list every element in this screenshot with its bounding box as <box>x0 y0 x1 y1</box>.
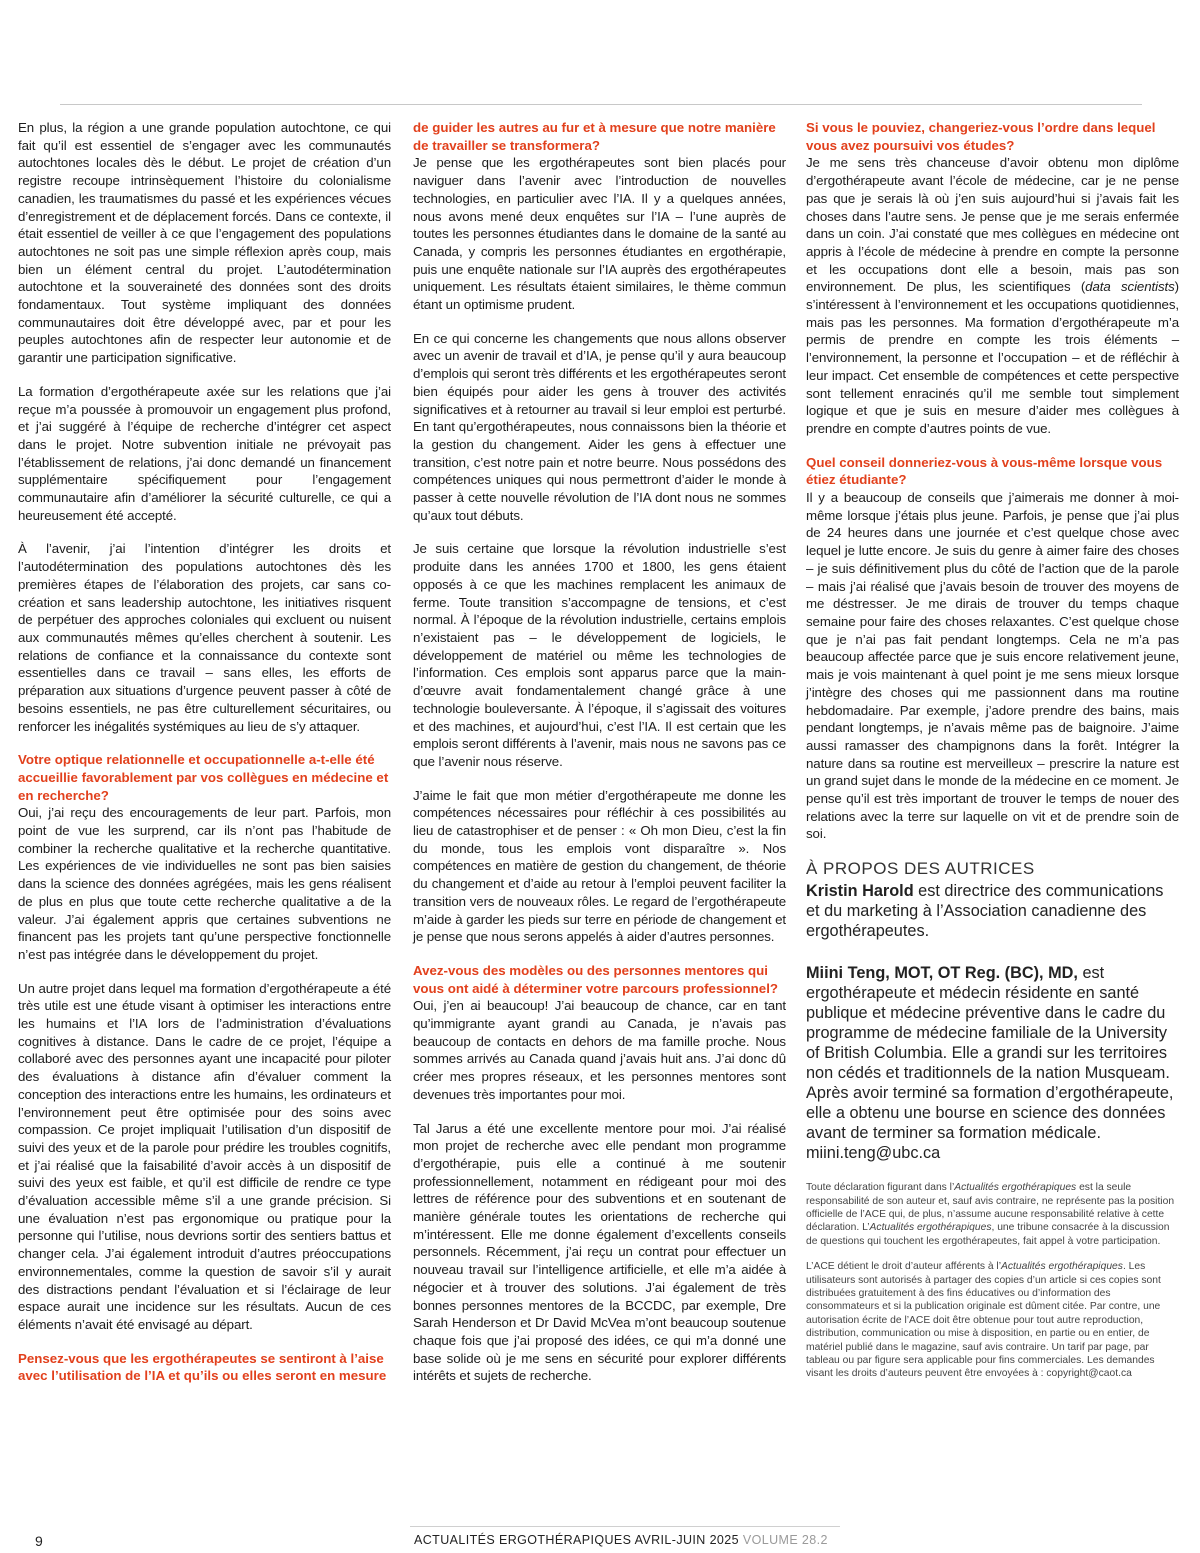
author-bio <box>806 963 1179 1163</box>
magazine-title: ACTUALITÉS ERGOTHÉRAPIQUES <box>414 1533 632 1547</box>
author-bio-text: est directrice des communications et du marketing à l’Association canadienne des ergothérapeutes. <box>806 882 1164 941</box>
paragraph: La formation d’ergothérapeute axée sur les relations que j’ai reçue m’a poussée à promouvoir un engagement plus profond, et j’ai suggéré à l’équipe de recherche d’intégrer cet aspect dans le projet. Notre subvention initiale ne prévoyait pas l’établissement de relations, j’ai donc demandé un financement supplémentaire spécifiquement pour l’engagement communautaire afin d’améliorer la sécurité culturelle, ce qui a heureusement été accepté. <box>18 383 391 523</box>
paragraph: Tal Jarus a été une excellente mentore pour moi. J’ai réalisé mon projet de recherche avec elle pendant mon programme d’ergothérapie, puis elle a continué à me soutenir professionnellement, notamment en rédigeant pour moi des lettres de référence pour des subventions et en soutenant de manière générale toutes les orientations de recherche qui m’intéressent. Elle me donne également d’excellents conseils personnels. Récemment, j’ai reçu un contrat pour effectuer un nouveau travail sur l’intelligence artificielle, et elle m’a aidée à négocier et à trouver des solutions. J’ai également de très bonnes personnes mentores de la BCCDC, par exemple, Dre Sarah Henderson et Dr David McVea m’ont beaucoup soutenue chaque fois que j’ai proposé des idées, ce qui m’a donné une base solide où je me sens en sécurité pour explorer différents intérêts et sujets de recherche. <box>413 1120 786 1384</box>
question-heading: Si vous le pouviez, changeriez-vous l’ordre dans lequel vous avez poursuivi vos études? <box>806 120 1156 153</box>
disclaimer-emphasis: Actualités ergothérapiques <box>869 1222 992 1234</box>
column-3 <box>806 119 1179 1393</box>
issue-date: AVRIL-JUIN 2025 <box>631 1533 743 1547</box>
question-heading: Pensez-vous que les ergothérapeutes se sentiront à l’aise avec l’utilisation de l’IA et qu’ils ou elles seront en mesure <box>18 1350 387 1384</box>
copyright-emphasis: Actualités ergothérapiques <box>1001 1261 1123 1273</box>
question-heading: Votre optique relationnelle et occupationnelle a-t-elle été accueillie favorablement par vos collègues en médecine et en recherche? <box>18 752 389 803</box>
column-2 <box>413 119 786 1401</box>
paragraph: En ce qui concerne les changements que nous allons observer avec un avenir de travail et d’IA, je pense qu’il y aura beaucoup d’emplois qui seront très différents et les ergothérapeutes seront bien équipés pour aider les gens à trouver des activités significatives et à retourner au travail si leur emploi est perturbé. En tant qu’ergothérapeutes, nous connaissons bien la théorie et la gestion du changement. Aider les gens à effectuer une transition, c’est notre pain et notre beurre. Nous possédons des compétences uniques qui nous permettront d’aider le monde à passer à cette nouvelle révolution de l’IA dont nous ne sommes qu’aux tout débuts. <box>413 330 786 523</box>
author-name: Kristin Harold <box>806 882 914 901</box>
question-heading-continued: de guider les autres au fur et à mesure que notre manière de travailler se transformera? <box>413 120 776 153</box>
paragraph: Oui, j’en ai beaucoup! J’ai beaucoup de chance, car en tant qu’immigrante ayant grandi au Canada, je n’avais pas beaucoup de contacts en dehors de ma famille proche. Nous sommes arrivés au Canada quand j’avais huit ans. J’ai donc dû créer mes propres réseaux, et les personnes mentores sont devenues très importantes pour moi. <box>413 998 786 1102</box>
paragraph: Un autre projet dans lequel ma formation d’ergothérapeute a été très utile est une étude visant à optimiser les interactions entre les humains et l’IA lors de l’administration d’évaluations cognitives à distance. Dans le cadre de ce projet, l’équipe a collaboré avec des personnes ayant une incapacité pour piloter des évaluations à distance afin d’évaluer comment la conception des interactions entre les humains, les ordinateurs et l’environnement peut être optimisée pour des soins avec compassion. Ce projet impliquait l’utilisation d’un dispositif de suivi des yeux et de la parole pour prédire les troubles cognitifs, et j’ai réalisé que la faisabilité d’avoir accès à un dispositif de suivi des yeux est faible, et qu’il est difficile de rendre ce type d’évaluation accessible même s’il a une grande précision. Si une évaluation n’est pas ergonomique ou pratique pour la personne qui l’utilise, nous devrions sortir des sentiers battus et changer cela. J’ai également introduit d’autres préoccupations environnementales, comme la question de savoir s’il y aurait des distractions pendant l’évaluation et si l’éclairage de leur espace aurait une incidence sur les résultats. Aucun de ces éléments n’avait été envisagé au départ. <box>18 980 391 1332</box>
paragraph-text: Je me sens très chanceuse d’avoir obtenu mon diplôme d’ergothérapeute avant l’école de médecine, car je ne pense pas que je serais là où j’en suis aujourd’hui si j’avais fait les choses dans l’autre sens. Je pense que je me serais enfermée dans un coin. J’ai constaté que mes collègues en médecine ont appris à l’école de médecine à prendre en compte la personne et les occupations dont elle a besoin, mais pas son environnement. De plus, les scientifiques ( <box>806 155 1179 295</box>
paragraph: Oui, j’ai reçu des encouragements de leur part. Parfois, mon point de vue les surprend, car ils n’ont pas l’habitude de combiner la recherche qualitative et la recherche quantitative. Les expériences de vie individuelles ne sont pas bien saisies dans la science des données agrégées, mais les gens réalisent de plus en plus que toute cette recherche qualitative a de la valeur. J’ai également appris que certaines subventions ne financent pas les projets tant qu’une perspective fonctionnelle n’est pas intégrée dans le développement du projet. <box>18 805 391 962</box>
disclaimer-text: Toute déclaration figurant dans l’ <box>806 1182 955 1194</box>
paragraph-emphasis: data scientists <box>1085 279 1175 295</box>
paragraph: En plus, la région a une grande population autochtone, ce qui fait qu’il est essentiel de s’engager avec les communautés autochtones locales dès le début. Le projet de création d’un registre recoupe intrinsèquement l’histoire du colonialisme canadien, les traumatismes du passé et les expériences vécues d’enregistrement et de déplacement forcés. Dans ce contexte, il était essentiel de veiller à ce que l’engagement des populations autochtones ne soit pas une simple réflexion après coup, mais bien un élément central du projet. L’autodétermination autochtone et la souveraineté des données sont des droits fondamentaux. Tout système impliquant des données communautaires doit être développé avec, par et pour les peuples autochtones afin de respecter leur autonomie et de garantir une participation significative. <box>18 120 391 366</box>
question-heading: Avez-vous des modèles ou des personnes mentores qui vous ont aidé à déterminer votre parcours professionnel? <box>413 962 779 996</box>
column-1 <box>18 119 391 1385</box>
copyright-notice <box>806 1260 1179 1381</box>
page-number: 9 <box>35 1533 43 1549</box>
copyright-text: . Les utilisateurs sont autorisés à partager des copies d’un article si ces copies sont distribuées gratuitement à des fins éducatives ou d’information des consommateurs et si la publication originale est dûment citée. Par contre, une autorisation écrite de l’ACE doit être obtenue pour tout autre reproduction, distribution, communication ou mise à disposition, en partie ou en entier, de matériel publié dans le magazine, sauf avis contraire. Un tarif par page, par tableau ou par figure sera applicable pour fins commerciales. Les demandes visant les droits d’auteurs peuvent être envoyées à : copyright@caot.ca <box>806 1261 1161 1380</box>
paragraph-text: ) s’intéressent à l’environnement et les occupations quotidiennes, mais pas les personnes. Ma formation d’ergothérapeute m’a permis de prendre en compte les trois éléments – l’environnement, la personne et l’occupation – et de réfléchir à leur impact. Cet ensemble de compétences et cette perspective sont tellement enracinés qu’il me semble tout simplement logique et que je suis en mesure d’aider mes collègues à prendre en compte d’autres points de vue. <box>806 279 1179 436</box>
copyright-text: L’ACE détient le droit d’auteur afférents à l’ <box>806 1261 1001 1273</box>
paragraph: J’aime le fait que mon métier d’ergothérapeute me donne les compétences nécessaires pour réfléchir à ces possibilités au lieu de catastrophiser et de penser : « Oh mon Dieu, c’est la fin du monde, tous les emplois vont disparaître ». Nos compétences en matière de gestion du changement, de théorie du changement et d’aide au retour à l’emploi peuvent faciliter la transition vers de nouveaux rôles. Le regard de l’ergothérapeute m’aide à garder les pieds sur terre en période de changement et je pense que nous serons appelés à aider d’autres personnes. <box>413 787 786 945</box>
author-bio <box>806 881 1179 941</box>
question-heading: Quel conseil donneriez-vous à vous-même lorsque vous étiez étudiante? <box>806 454 1163 488</box>
about-authors-heading: À PROPOS DES AUTRICES <box>806 859 1035 879</box>
disclaimer <box>806 1181 1179 1248</box>
volume-label: VOLUME 28.2 <box>742 1533 828 1547</box>
paragraph: Je suis certaine que lorsque la révolution industrielle s’est produite dans les années 1700 et 1800, les gens étaient opposés à ce que les machines remplacent les animaux de ferme. Toute transition s’accompagne de tensions, et c’est normal. À l’époque de la révolution industrielle, certains emplois n’existaient pas – le développement de logiciels, le développement de matériel ou même les technologies de l’information. Ces emplois sont apparus parce que la main-d’œuvre avait fondamentalement changé grâce à une technologie bouleversante. À l’époque, il s’agissait des voitures et des machines, et aujourd’hui, c’est l’IA. Il est certain que les emplois seront différents à l’avenir, mais nous ne savons pas ce que l’avenir nous réserve. <box>413 541 786 769</box>
disclaimer-text: , une tribune consacrée à la discussion de questions qui touchent les ergothérapeutes, fait appel à votre participation. <box>806 1222 1170 1247</box>
disclaimer-text: est la seule responsabilité de son auteur et, sauf avis contraire, ne représente pas la position officielle de l’ACE qui, de plus, n’assume aucune responsabilité relative à cette déclaration. L’ <box>806 1182 1175 1234</box>
paragraph: Il y a beaucoup de conseils que j’aimerais me donner à moi-même lorsque j’étais plus jeune. Parfois, je pense que j’ai plus de 24 heures dans une journée et c’est quelque chose avec lequel je lutte encore. Je suis du genre à aimer faire des choses – je suis définitivement plus du côté de l’action que de la parole – mais j’ai réalisé que j’avais besoin de trouver des moyens de me déstresser. Je me dirais de trouver du temps chaque semaine pour faire des choses relaxantes. C’est quelque chose que je n’ai pas fait pendant longtemps. Cela ne m’a pas beaucoup affectée parce que je suis encore relativement jeune, mais je vois maintenant à quel point je me sens mieux lorsque j’intègre des choses qui me passionnent dans ma routine hebdomadaire. Par exemple, j’adore prendre des bains, mais pendant longtemps, je n’avais même pas de baignoire. J’aime aussi ramasser des champignons dans la forêt. Intégrer la nature dans sa routine est merveilleux – prescrire la nature est un grand sujet dans le monde de la médecine en ce moment. Je pense qu’il est très important de trouver le temps de nouer des relations avec la terre sur laquelle on vit et de prendre soin de soi. <box>806 490 1179 842</box>
paragraph <box>806 154 1179 437</box>
disclaimer-emphasis: Actualités ergothérapiques <box>954 1182 1077 1194</box>
paragraph: À l’avenir, j’ai l’intention d’intégrer les droits et l’autodétermination des populations autochtones dès les premières étapes de l’élaboration des projets, car sans co-création et sans leadership autochtone, les initiatives risquent de perpétuer des approches coloniales qui excluent ou nuisent aux communautés mêmes qu’elles cherchent à soutenir. Les relations de confiance et la connaissance du contexte sont essentielles dans ce travail – sans elles, les efforts de préparation aux situations d’urgence peuvent passer à côté de besoins essentiels, ne pas être culturellement sécuritaires, ou renforcer les inégalités systémiques au lieu de s’y attaquer. <box>18 541 391 734</box>
footer-rule <box>410 1526 840 1527</box>
running-footer <box>414 1533 828 1547</box>
paragraph: Je pense que les ergothérapeutes sont bien placés pour naviguer dans l’avenir avec l’introduction de nouvelles technologies, en particulier avec l’IA. Il y a quelques années, nous avons mené deux enquêtes sur l’IA – l’une auprès de toutes les personnes étudiantes dans le domaine de la santé au Canada, y compris les personnes étudiantes en ergothérapie, puis une enquête nationale sur l’IA auprès des ergothérapeutes uniquement. Les résultats étaient similaires, le thème commun étant un optimisme prudent. <box>413 155 786 313</box>
top-rule <box>60 104 1142 105</box>
author-name: Miini Teng, MOT, OT Reg. (BC), MD, <box>806 964 1078 983</box>
author-bio-text: est ergothérapeute et médecin résidente en santé publique et médecine préventive dans le cadre du programme de médecine familiale de la University of British Columbia. Elle a grandi sur les territoires non cédés et traditionnels de la nation Musqueam. Après avoir terminé sa formation d’ergothérapeute, elle a obtenu une bourse en science des données avant de terminer sa formation médicale. miini.teng@ubc.ca <box>806 964 1174 1163</box>
